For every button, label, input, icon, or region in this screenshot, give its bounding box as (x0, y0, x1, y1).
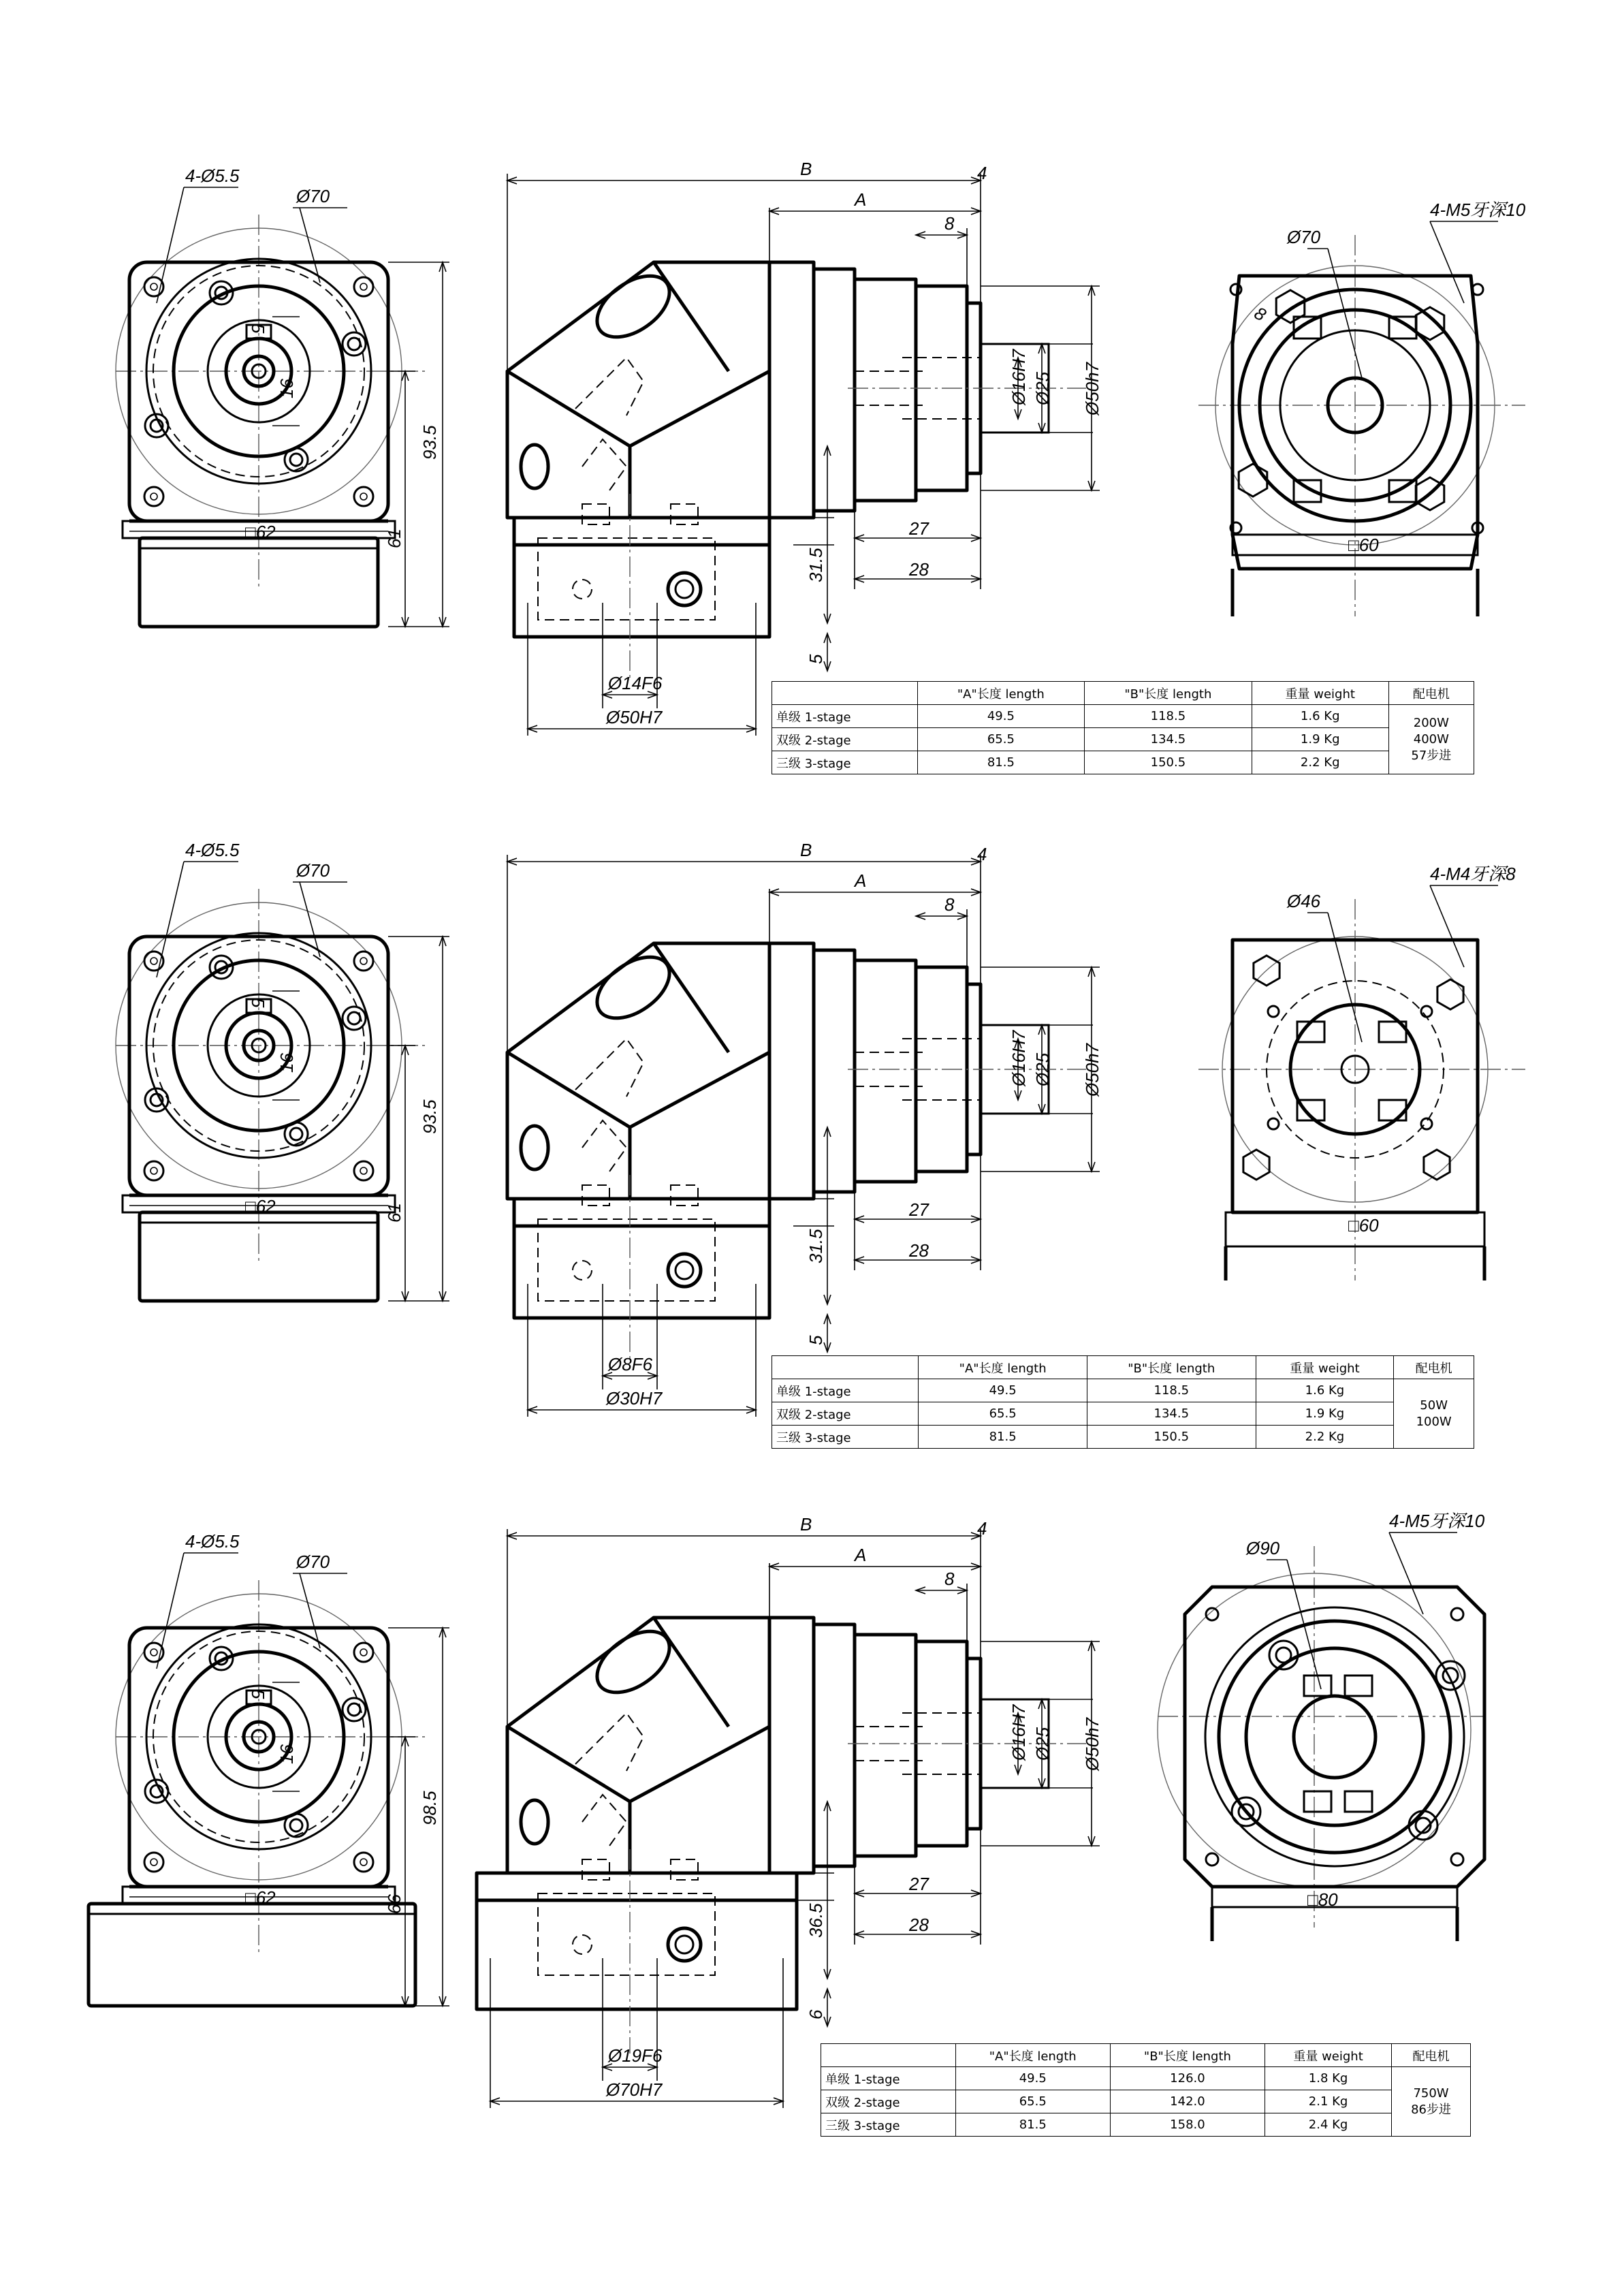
motor-line: 400W (1413, 732, 1449, 746)
dimension-label: B (800, 159, 812, 179)
table-header-row (772, 1356, 1474, 1379)
column-header: "B"长度 length (1087, 1356, 1256, 1379)
table-cell: 49.5 (955, 2067, 1110, 2090)
table-cell: 三级 3-stage (772, 1426, 919, 1449)
side-view (507, 159, 1102, 736)
table-cell: 2.2 Kg (1252, 751, 1388, 774)
dimension-label: 8 (1251, 302, 1270, 326)
dimension-label: 4 (977, 163, 987, 183)
spec-table (772, 1355, 1474, 1449)
flange-view (1198, 864, 1525, 1280)
dimension-label: □60 (1348, 535, 1379, 555)
dimension-label: 28 (909, 559, 929, 580)
dimension-label: B (800, 840, 812, 860)
dimension-label: Ø25 (1032, 1727, 1053, 1761)
dimension-label: 28 (909, 1915, 929, 1935)
dimension-label: 4-M5牙深10 (1430, 200, 1526, 220)
dimension-label: 8 (944, 213, 955, 234)
dimension-label: 36.5 (806, 1903, 826, 1938)
table-cell: 三级 3-stage (772, 751, 918, 774)
motor-line: 86步进 (1411, 2102, 1451, 2117)
dimension-label: 66 (384, 1894, 404, 1914)
table-row (772, 1426, 1474, 1449)
dimension-label: □62 (245, 522, 276, 542)
dimension-label: 16 (276, 1744, 297, 1764)
column-header: "B"长度 length (1085, 682, 1252, 705)
motor-line: 750W (1413, 2086, 1449, 2101)
dimension-label: 61 (384, 1203, 404, 1223)
dimension-label: 5 (806, 1335, 826, 1345)
dimension-label: 4 (977, 844, 987, 864)
table-row (821, 2067, 1471, 2090)
dimension-label: □80 (1307, 1889, 1338, 1910)
column-header (772, 1356, 919, 1379)
table-cell: 1.9 Kg (1252, 728, 1388, 751)
dimension-label: 27 (909, 1199, 929, 1220)
table-cell: 49.5 (917, 705, 1085, 728)
motor-line: 100W (1416, 1414, 1452, 1429)
column-header: 重量 weight (1252, 682, 1388, 705)
column-header: "B"长度 length (1110, 2044, 1265, 2067)
motor-cell (1394, 1379, 1474, 1449)
motor-cell (1392, 2067, 1471, 2137)
dimension-label: Ø16H7 (1008, 349, 1029, 405)
dimension-label: Ø19F6 (608, 2045, 663, 2066)
column-header: "A"长度 length (955, 2044, 1110, 2067)
table-header-row (821, 2044, 1471, 2067)
table-cell: 1.9 Kg (1256, 1402, 1394, 1426)
flange-view (1198, 200, 1526, 616)
table-cell: 2.4 Kg (1265, 2113, 1392, 2137)
table-row (772, 728, 1474, 751)
dimension-label: Ø8F6 (608, 1354, 653, 1374)
dimension-label: Ø50H7 (606, 707, 663, 727)
dimension-label: 93.5 (419, 1099, 440, 1134)
dimension-label: 8 (944, 1569, 955, 1589)
dimension-label: Ø25 (1032, 1052, 1053, 1086)
dimension-label: 61 (384, 529, 404, 548)
table-cell: 65.5 (917, 728, 1085, 751)
dimension-label: A (855, 189, 867, 210)
table-cell: 双级 2-stage (772, 728, 918, 751)
table-cell: 81.5 (919, 1426, 1087, 1449)
column-header: "A"长度 length (917, 682, 1085, 705)
table-row (772, 751, 1474, 774)
table-cell: 单级 1-stage (772, 705, 918, 728)
dimension-label: 27 (909, 518, 929, 539)
table-cell: 134.5 (1085, 728, 1252, 751)
table-cell: 三级 3-stage (821, 2113, 956, 2137)
table-row (821, 2090, 1471, 2113)
table-header-row (772, 682, 1474, 705)
table-cell: 65.5 (919, 1402, 1087, 1426)
spec-table (821, 2043, 1471, 2137)
dimension-label: Ø70H7 (606, 2079, 663, 2100)
dimension-label: 5 (248, 324, 268, 334)
dimension-label: 16 (276, 379, 297, 398)
table-cell: 118.5 (1085, 705, 1252, 728)
table-cell: 双级 2-stage (821, 2090, 956, 2113)
dimension-label: A (855, 870, 867, 891)
table-cell: 49.5 (919, 1379, 1087, 1402)
table-cell: 81.5 (955, 2113, 1110, 2137)
dimension-label: 6 (806, 2009, 826, 2019)
column-header: 配电机 (1392, 2044, 1471, 2067)
dimension-label: 5 (248, 1689, 268, 1699)
flange-view (1158, 1511, 1485, 1941)
dimension-label: Ø14F6 (608, 673, 663, 693)
dimension-label: □62 (245, 1887, 276, 1908)
dimension-label: Ø70 (1287, 227, 1321, 247)
dimension-label: Ø70 (296, 1552, 330, 1572)
dimension-label: □60 (1348, 1215, 1379, 1236)
table-cell: 150.5 (1087, 1426, 1256, 1449)
table-cell: 2.2 Kg (1256, 1426, 1394, 1449)
table-cell: 单级 1-stage (772, 1379, 919, 1402)
dimension-label: B (800, 1514, 812, 1535)
table-cell: 65.5 (955, 2090, 1110, 2113)
dimension-label: 4-Ø5.5 (185, 840, 240, 860)
dimension-label: Ø46 (1287, 891, 1321, 911)
table-cell: 1.6 Kg (1256, 1379, 1394, 1402)
column-header: 配电机 (1388, 682, 1474, 705)
spec-table (772, 681, 1474, 774)
column-header: 重量 weight (1256, 1356, 1394, 1379)
front-view (89, 1531, 449, 2006)
dimension-label: Ø16H7 (1008, 1030, 1029, 1086)
dimension-label: Ø90 (1246, 1538, 1280, 1558)
table-row (772, 1379, 1474, 1402)
column-header: 重量 weight (1265, 2044, 1392, 2067)
dimension-label: Ø16H7 (1008, 1704, 1029, 1761)
dimension-label: 27 (909, 1874, 929, 1894)
dimension-label: Ø30H7 (606, 1388, 663, 1409)
side-view (507, 840, 1102, 1417)
table-cell: 142.0 (1110, 2090, 1265, 2113)
dimension-label: Ø25 (1032, 371, 1053, 405)
dimension-label: 4 (977, 1518, 987, 1539)
dimension-label: 5 (806, 654, 826, 664)
dimension-label: 5 (248, 998, 268, 1008)
column-header (821, 2044, 956, 2067)
front-view (116, 166, 449, 627)
table-cell: 2.1 Kg (1265, 2090, 1392, 2113)
dimension-label: 8 (944, 894, 955, 915)
dimension-label: 4-M4牙深8 (1430, 864, 1516, 884)
column-header: "A"长度 length (919, 1356, 1087, 1379)
table-cell: 126.0 (1110, 2067, 1265, 2090)
dimension-label: 93.5 (419, 425, 440, 460)
dimension-label: 4-M5牙深10 (1389, 1511, 1485, 1531)
table-row (772, 705, 1474, 728)
table-cell: 118.5 (1087, 1379, 1256, 1402)
motor-line: 200W (1413, 715, 1449, 730)
table-cell: 1.8 Kg (1265, 2067, 1392, 2090)
table-cell: 单级 1-stage (821, 2067, 956, 2090)
dimension-label: □62 (245, 1196, 276, 1216)
front-view (116, 840, 449, 1301)
table-cell: 双级 2-stage (772, 1402, 919, 1426)
dimension-label: Ø50h7 (1082, 362, 1102, 415)
dimension-label: Ø50h7 (1082, 1043, 1102, 1097)
table-cell: 81.5 (917, 751, 1085, 774)
dimension-label: 4-Ø5.5 (185, 166, 240, 186)
motor-cell (1388, 705, 1474, 774)
table-cell: 150.5 (1085, 751, 1252, 774)
dimension-label: Ø70 (296, 186, 330, 206)
dimension-label: 28 (909, 1240, 929, 1261)
dimension-label: 4-Ø5.5 (185, 1531, 240, 1552)
table-cell: 1.6 Kg (1252, 705, 1388, 728)
dimension-label: Ø50h7 (1082, 1717, 1102, 1771)
table-cell: 134.5 (1087, 1402, 1256, 1426)
table-row (772, 1402, 1474, 1426)
side-view (477, 1514, 1102, 2108)
motor-line: 57步进 (1411, 748, 1452, 763)
column-header (772, 682, 918, 705)
dimension-label: 16 (276, 1053, 297, 1073)
table-row (821, 2113, 1471, 2137)
dimension-label: 31.5 (806, 548, 826, 582)
dimension-label: A (855, 1545, 867, 1565)
column-header: 配电机 (1394, 1356, 1474, 1379)
dimension-label: 98.5 (419, 1791, 440, 1825)
dimension-label: 31.5 (806, 1229, 826, 1263)
dimension-label: Ø70 (296, 860, 330, 881)
table-cell: 158.0 (1110, 2113, 1265, 2137)
motor-line: 50W (1420, 1398, 1448, 1413)
